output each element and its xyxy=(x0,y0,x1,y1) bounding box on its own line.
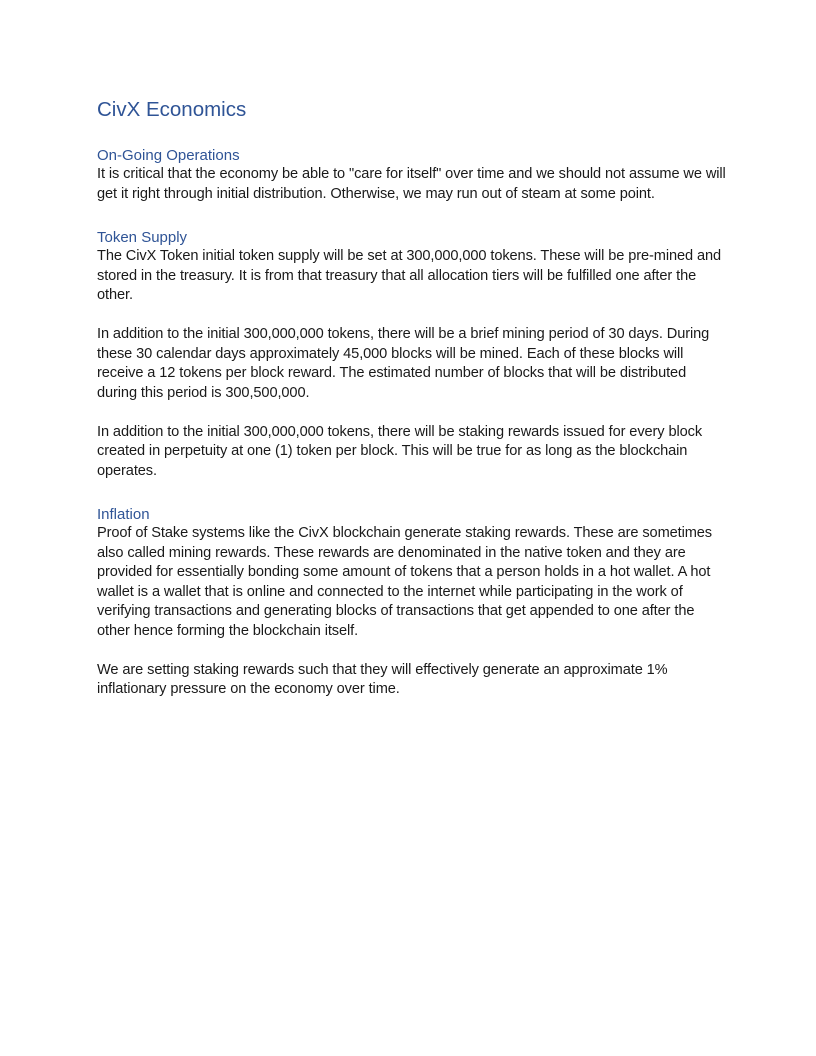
paragraph: In addition to the initial 300,000,000 tokens, there will be staking rewards issued for every block created in perpetuity at one (1) token per block. This will be true for as long as the blockchain operates. xyxy=(97,423,703,479)
paragraph: It is critical that the economy be able to "care for itself" over time and we should not assume we will get it right through initial distribution. Otherwise, we may run out of steam at some point. xyxy=(97,166,726,202)
paragraph: We are setting staking rewards such that they will effectively generate an approximate 1% inflationary pressure on the economy over time. xyxy=(97,661,668,697)
section-heading: Inflation xyxy=(97,506,150,523)
section-heading: Token Supply xyxy=(97,229,188,246)
section-token-supply xyxy=(97,228,727,481)
document-title: CivX Economics xyxy=(97,98,247,121)
paragraph: In addition to the initial 300,000,000 tokens, there will be a brief mining period of 30 days. During these 30 calendar days approximately 45,000 blocks will be mined. Each of these blocks will receive a 12 tokens per block reward. The estimated number of blocks that will be distributed during this period is 300,500,000. xyxy=(97,326,710,401)
paragraph: The CivX Token initial token supply will be set at 300,000,000 tokens. These will be pre-mined and stored in the treasury. It is from that treasury that all allocation tiers will be fulfilled one after the other. xyxy=(97,248,722,303)
section-on-going-operations xyxy=(97,146,727,204)
section-heading: On-Going Operations xyxy=(97,147,240,164)
paragraph: Proof of Stake systems like the CivX blockchain generate staking rewards. These are sometimes also called mining rewards. These rewards are denominated in the native token and they are provided for essentially bonding some amount of tokens that a person holds in a hot wallet. A hot wallet is a wallet that is online and connected to the internet while participating in the work of verifying transactions and generating blocks of transactions that get appended to one after the other hence forming the blockchain itself. xyxy=(97,525,713,639)
document-page xyxy=(97,96,727,724)
section-inflation xyxy=(97,505,727,700)
